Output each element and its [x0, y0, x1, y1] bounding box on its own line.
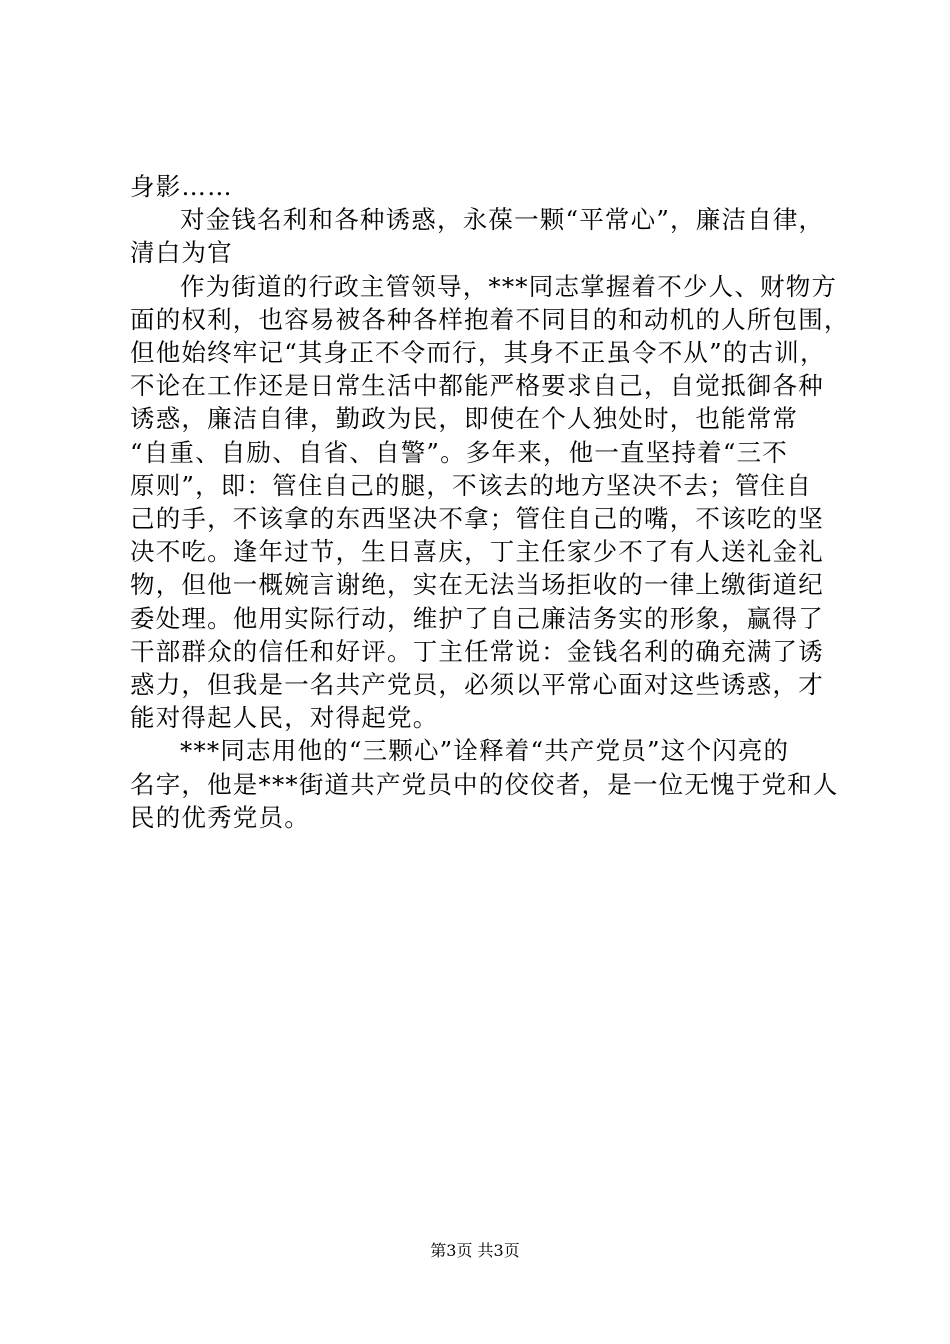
- text-line: 但他始终牢记“其身正不令而行，其身不正虽令不从”的古训，: [130, 338, 826, 368]
- text-line: 己的手，不该拿的东西坚决不拿；管住自己的嘴，不该吃的坚: [130, 504, 824, 534]
- text-line: 原则”，即：管住自己的腿，不该去的地方坚决不去；管住自: [130, 470, 812, 500]
- text-line: 诱惑，廉洁自律，勤政为民，即使在个人独处时，也能常常: [130, 404, 799, 434]
- text-line: 能对得起人民，对得起党。: [130, 703, 439, 733]
- text-line: 面的权利，也容易被各种各样抱着不同目的和动机的人所包围，: [130, 304, 850, 334]
- document-body: [130, 170, 850, 834]
- text-line: ***同志用他的“三颗心”诠释着“共产党员”这个闪亮的: [180, 736, 790, 766]
- text-line: 身影……: [130, 172, 233, 201]
- page-number-footer: 第3页 共3页: [430, 1241, 520, 1260]
- text-line: 作为街道的行政主管领导，***同志掌握着不少人、财物方: [180, 271, 838, 301]
- text-line: 清白为官: [130, 238, 233, 268]
- text-line: 名字，他是***街道共产党员中的佼佼者，是一位无愧于党和人: [130, 769, 839, 799]
- text-line: “自重、自励、自省、自警”。多年来，他一直坚持着“三不: [130, 437, 788, 467]
- text-line: 干部群众的信任和好评。丁主任常说：金钱名利的确充满了诱: [130, 636, 824, 666]
- text-line: 物，但他一概婉言谢绝，实在无法当场拒收的一律上缴街道纪: [130, 570, 824, 600]
- text-line: 决不吃。逢年过节，生日喜庆，丁主任家少不了有人送礼金礼: [130, 537, 824, 567]
- text-line: 惑力，但我是一名共产党员，必须以平常心面对这些诱惑，才: [130, 670, 824, 700]
- text-line: 对金钱名利和各种诱惑，永葆一颗“平常心”，廉洁自律，: [180, 205, 825, 235]
- text-line: 民的优秀党员。: [130, 802, 310, 832]
- text-line: 委处理。他用实际行动，维护了自己廉洁务实的形象，赢得了: [130, 603, 824, 633]
- text-line: 不论在工作还是日常生活中都能严格要求自己，自觉抵御各种: [130, 371, 824, 401]
